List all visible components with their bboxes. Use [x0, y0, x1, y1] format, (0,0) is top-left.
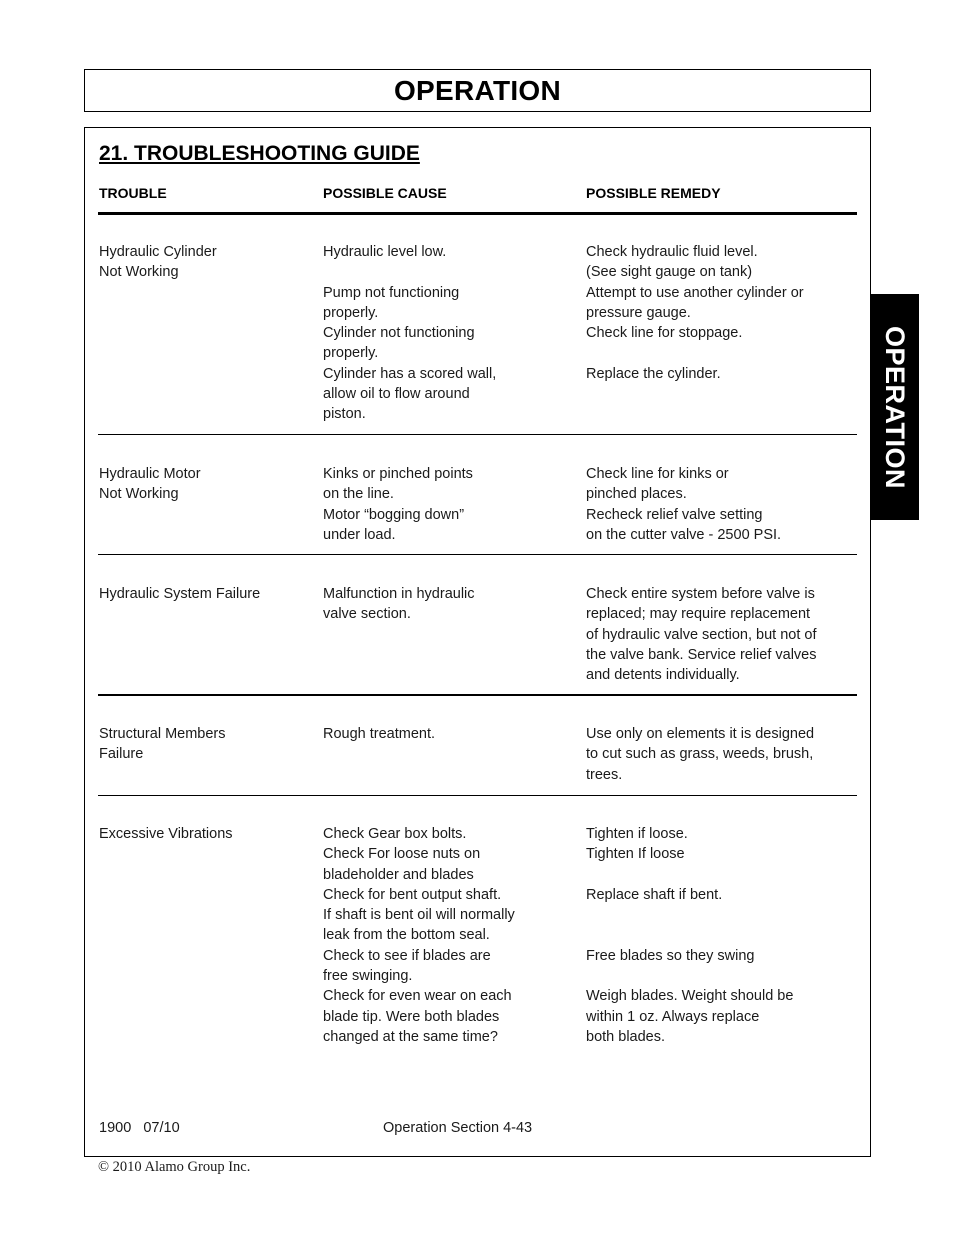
- row-1-remedy: Check hydraulic fluid level. (See sight gauge on tank) Attempt to use another cylinder or pressure gauge. Check line for stoppage. Replace the cylinder.: [586, 244, 804, 382]
- row-3-remedy: Check entire system before valve is replaced; may require replacement of hydraulic valve section, but not of the valve bank. Service relief valves and detents individually.: [586, 586, 817, 684]
- row-5-cause: Check Gear box bolts. Check For loose nuts on bladeholder and blades Check for bent output shaft. If shaft is bent oil will normally leak from the bottom seal. Check to see if blades are free swinging. Check for even wear on each blade tip. Were both blades changed at the same time?: [323, 826, 515, 1045]
- row-2-trouble: Hydraulic Motor Not Working: [99, 466, 201, 503]
- header-divider: [98, 212, 857, 215]
- footer-page-number: Operation Section 4-43: [383, 1120, 533, 1136]
- row-5-trouble: Excessive Vibrations: [99, 826, 233, 842]
- row-1-cause: Hydraulic level low. Pump not functioning properly. Cylinder not functioning properly. Cylinder has a scored wall, allow oil to flow around piston.: [323, 244, 497, 423]
- row-2-cause: Kinks or pinched points on the line. Motor “bogging down” under load.: [323, 466, 473, 543]
- column-header-remedy: POSSIBLE REMEDY: [586, 185, 721, 201]
- row-1-trouble: Hydraulic Cylinder Not Working: [99, 244, 217, 281]
- row-divider: [98, 554, 857, 555]
- side-section-tab-label: OPERATION: [880, 325, 911, 489]
- side-section-tab: [870, 294, 919, 520]
- row-divider: [98, 795, 857, 796]
- troubleshooting-panel: [84, 127, 871, 1157]
- row-2-remedy: Check line for kinks or pinched places. Recheck relief valve setting on the cutter valve - 2500 PSI.: [586, 466, 782, 543]
- column-header-cause: POSSIBLE CAUSE: [323, 185, 447, 201]
- footer-model-date: 1900 07/10: [99, 1120, 180, 1136]
- row-4-remedy: Use only on elements it is designed to cut such as grass, weeds, brush, trees.: [586, 726, 815, 783]
- row-divider: [98, 434, 857, 435]
- section-title: 21. TROUBLESHOOTING GUIDE: [99, 142, 420, 165]
- copyright-notice: © 2010 Alamo Group Inc.: [98, 1159, 251, 1175]
- row-4-trouble: Structural Members Failure: [99, 726, 226, 763]
- row-4-cause: Rough treatment.: [323, 726, 436, 742]
- row-5-remedy: Tighten if loose. Tighten If loose Replace shaft if bent. Free blades so they swing Weigh blades. Weight should be within 1 oz. Always replace both blades.: [586, 826, 794, 1045]
- row-3-trouble: Hydraulic System Failure: [99, 586, 261, 602]
- page-header: [84, 69, 871, 112]
- column-header-trouble: TROUBLE: [99, 185, 167, 201]
- row-divider: [98, 694, 857, 696]
- row-3-cause: Malfunction in hydraulic valve section.: [323, 586, 475, 623]
- page-header-title: OPERATION: [393, 74, 562, 106]
